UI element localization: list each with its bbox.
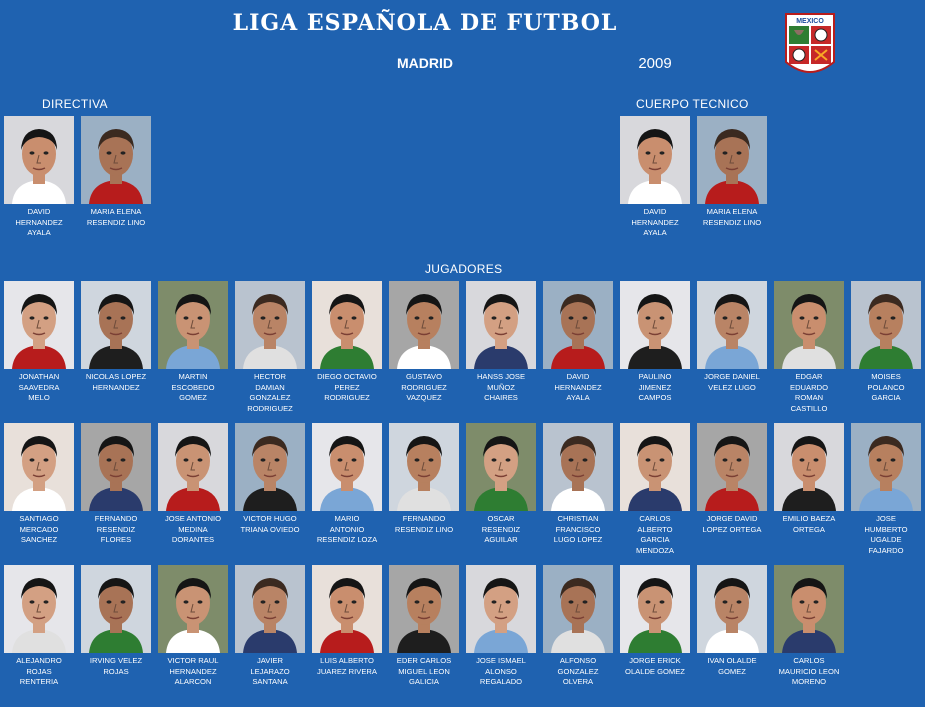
- player-card: [312, 423, 382, 546]
- player-card: [158, 423, 228, 546]
- player-name: ALFONSO GONZALEZ OLVERA: [557, 656, 599, 687]
- player-name: PAULINO JIMENEZ CAMPOS: [638, 372, 672, 403]
- player-photo: [697, 281, 767, 369]
- player-name: MARTIN ESCOBEDO GOMEZ: [171, 372, 215, 403]
- player-photo: [851, 281, 921, 369]
- team-logo: [784, 12, 836, 80]
- player-name: HANSS JOSE MUÑOZ CHAIRES: [476, 372, 526, 403]
- player-card: [81, 423, 151, 546]
- staff-member-card: [697, 116, 767, 228]
- player-name: EDGAR EDUARDO ROMAN CASTILLO: [790, 372, 828, 413]
- player-name: JONATHAN SAAVEDRA MELO: [18, 372, 60, 403]
- staff-member-photo: [620, 116, 690, 204]
- directiva-member-card: [81, 116, 151, 228]
- player-card: [774, 281, 844, 414]
- player-photo: [697, 565, 767, 653]
- player-name: JAVIER LEJARAZO SANTANA: [250, 656, 290, 687]
- player-name: ALEJANDRO ROJAS RENTERIA: [16, 656, 62, 687]
- player-card: [4, 423, 74, 546]
- player-card: [389, 281, 459, 404]
- player-name: JOSE ANTONIO MEDINA DORANTES: [165, 514, 221, 545]
- player-photo: [543, 565, 613, 653]
- player-photo: [312, 423, 382, 511]
- player-photo: [466, 423, 536, 511]
- directiva-member-card: [4, 116, 74, 239]
- player-card: [697, 423, 767, 535]
- player-photo: [774, 565, 844, 653]
- player-card: [4, 281, 74, 404]
- player-photo: [774, 423, 844, 511]
- player-name: JORGE ERICK OLALDE GOMEZ: [625, 656, 685, 676]
- player-name: FERNANDO RESENDIZ LINO: [394, 514, 454, 534]
- player-photo: [312, 281, 382, 369]
- player-card: [312, 281, 382, 404]
- city-label: MADRID: [397, 55, 453, 71]
- player-card: [81, 565, 151, 677]
- directiva-member-photo: [4, 116, 74, 204]
- player-name: DIEGO OCTAVIO PEREZ RODRIGUEZ: [317, 372, 377, 403]
- player-card: [312, 565, 382, 677]
- player-photo: [543, 423, 613, 511]
- player-photo: [158, 281, 228, 369]
- player-card: [620, 423, 690, 556]
- player-photo: [4, 565, 74, 653]
- player-photo: [235, 423, 305, 511]
- section-title-cuerpo-tecnico: CUERPO TECNICO: [636, 97, 749, 111]
- logo-text: MEXICO: [796, 18, 824, 25]
- player-card: [697, 281, 767, 393]
- player-photo: [466, 281, 536, 369]
- player-name: DAVID HERNANDEZ AYALA: [554, 372, 602, 403]
- player-photo: [774, 281, 844, 369]
- player-name: CARLOS ALBERTO GARCIA MENDOZA: [636, 514, 674, 555]
- player-card: [851, 281, 921, 404]
- player-photo: [81, 423, 151, 511]
- player-photo: [389, 423, 459, 511]
- section-title-jugadores: JUGADORES: [425, 262, 503, 276]
- player-name: LUIS ALBERTO JUAREZ RIVERA: [317, 656, 377, 676]
- player-name: FERNANDO RESENDIZ FLORES: [94, 514, 138, 545]
- player-photo: [389, 565, 459, 653]
- crest-icon: [784, 12, 836, 80]
- player-photo: [543, 281, 613, 369]
- player-name: NICOLAS LOPEZ HERNANDEZ: [85, 372, 147, 392]
- player-photo: [235, 565, 305, 653]
- player-photo: [81, 281, 151, 369]
- player-card: [158, 281, 228, 404]
- staff-member-name: DAVID HERNANDEZ AYALA: [631, 207, 679, 238]
- directiva-member-photo: [81, 116, 151, 204]
- player-card: [620, 281, 690, 404]
- player-card: [774, 423, 844, 535]
- player-card: [389, 565, 459, 688]
- player-name: HECTOR DAMIAN GONZALEZ RODRIGUEZ: [247, 372, 293, 413]
- player-name: EMILIO BAEZA ORTEGA: [782, 514, 836, 534]
- player-card: [543, 423, 613, 546]
- player-card: [774, 565, 844, 688]
- player-name: CHRISTIAN FRANCISCO LUGO LOPEZ: [553, 514, 603, 545]
- player-card: [81, 281, 151, 393]
- player-photo: [235, 281, 305, 369]
- player-name: VICTOR RAUL HERNANDEZ ALARCON: [167, 656, 219, 687]
- player-name: EDER CARLOS MIGUEL LEON GALICIA: [396, 656, 452, 687]
- player-photo: [4, 281, 74, 369]
- player-name: CARLOS MAURICIO LEON MORENO: [778, 656, 840, 687]
- player-card: [389, 423, 459, 535]
- player-card: [158, 565, 228, 688]
- player-card: [697, 565, 767, 677]
- player-card: [543, 565, 613, 688]
- player-card: [466, 281, 536, 404]
- player-photo: [158, 423, 228, 511]
- directiva-member-name: MARIA ELENA RESENDIZ LINO: [86, 207, 146, 227]
- player-photo: [620, 281, 690, 369]
- player-card: [466, 423, 536, 546]
- directiva-member-name: DAVID HERNANDEZ AYALA: [15, 207, 63, 238]
- staff-member-card: [620, 116, 690, 239]
- player-card: [4, 565, 74, 688]
- section-title-directiva: DIRECTIVA: [42, 97, 108, 111]
- page-title: LIGA ESPAÑOLA DE FUTBOL: [232, 10, 618, 36]
- player-name: JORGE DAVID LOPEZ ORTEGA: [702, 514, 762, 534]
- player-name: VICTOR HUGO TRIANA OVIEDO: [240, 514, 300, 534]
- staff-member-name: MARIA ELENA RESENDIZ LINO: [702, 207, 762, 227]
- player-photo: [158, 565, 228, 653]
- player-photo: [697, 423, 767, 511]
- player-photo: [620, 423, 690, 511]
- player-card: [620, 565, 690, 677]
- player-card: [235, 565, 305, 688]
- player-card: [235, 423, 305, 535]
- player-photo: [4, 423, 74, 511]
- player-photo: [81, 565, 151, 653]
- player-photo: [620, 565, 690, 653]
- player-name: JOSE ISMAEL ALONSO REGALADO: [476, 656, 526, 687]
- player-name: IVAN OLALDE GOMEZ: [707, 656, 757, 676]
- player-photo: [466, 565, 536, 653]
- player-card: [851, 423, 921, 556]
- player-card: [235, 281, 305, 414]
- player-card: [466, 565, 536, 688]
- player-name: GUSTAVO RODRIGUEZ VAZQUEZ: [401, 372, 447, 403]
- player-name: JORGE DANIEL VELEZ LUGO: [704, 372, 760, 392]
- player-photo: [389, 281, 459, 369]
- player-name: MARIO ANTONIO RESENDIZ LOZA: [316, 514, 378, 545]
- player-card: [543, 281, 613, 404]
- staff-member-photo: [697, 116, 767, 204]
- player-photo: [851, 423, 921, 511]
- player-name: OSCAR RESENDIZ AGUILAR: [481, 514, 521, 545]
- player-name: SANTIAGO MERCADO SANCHEZ: [19, 514, 59, 545]
- player-name: IRVING VELEZ ROJAS: [89, 656, 143, 676]
- year-label: 2009: [638, 55, 672, 72]
- player-name: MOISES POLANCO GARCIA: [867, 372, 905, 403]
- player-name: JOSE HUMBERTO UGALDE FAJARDO: [864, 514, 908, 555]
- player-photo: [312, 565, 382, 653]
